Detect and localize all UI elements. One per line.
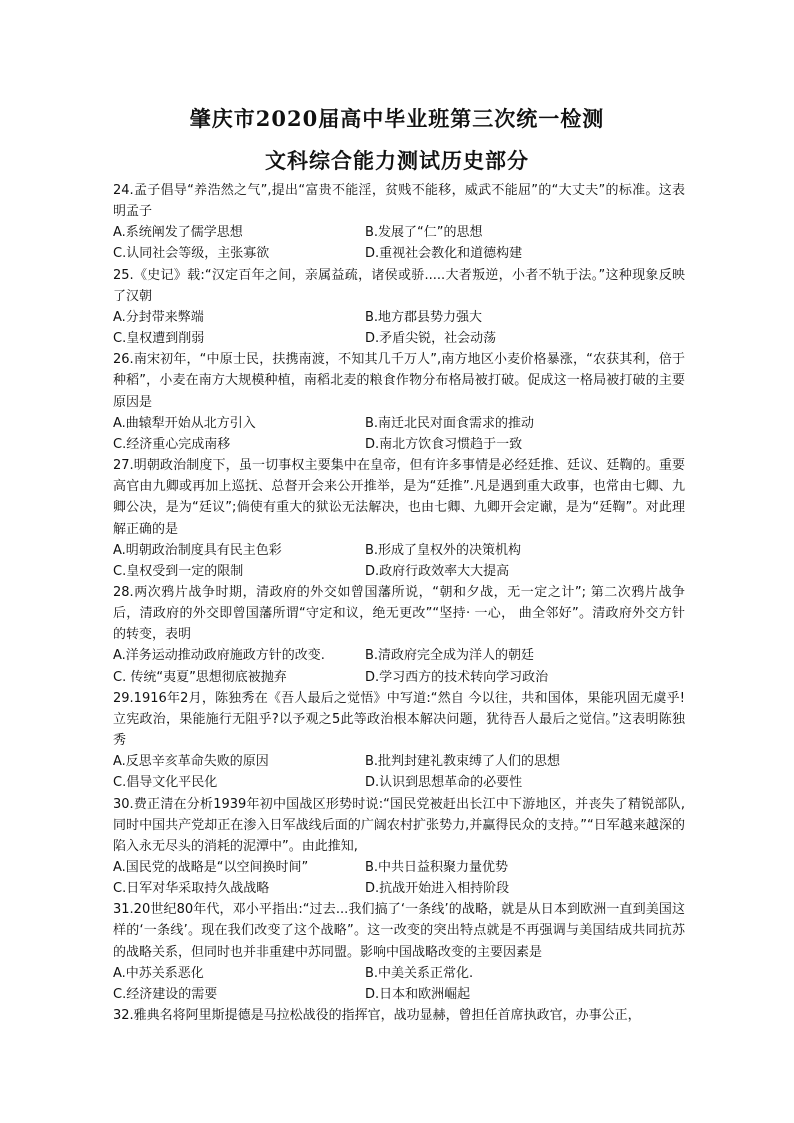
question-list [113,180,685,1026]
question-26 [113,349,685,455]
option-d[interactable]: D.政府行政效率大大提高 [365,563,510,579]
option-b[interactable]: B.形成了皇权外的决策机构 [365,542,522,558]
option-a[interactable]: A.国民党的战略是“以空间换时间” [113,860,309,875]
question-stem: 29.1916年2月，陈独秀在《吾人最后之觉悟》中写道:“然自 今以往，共和国体，果能巩固无虞乎!立宪政治，果能施行无阻乎?以予观之5此等政治根本解决问题，犹待吾人最后之觉信。”这表明陈独秀 [113,690,685,749]
exam-subtitle: 文科综合能力测试历史部分 [265,148,529,173]
option-b[interactable]: B.南迁北民对面食需求的推动 [365,415,535,431]
question-25 [113,265,685,350]
option-d[interactable]: D.抗战开始进入相持阶段 [365,881,510,897]
option-d[interactable]: D.学习西方的技术转向学习政治 [365,669,549,685]
question-30 [113,794,685,900]
question-31 [113,899,685,1005]
question-stem: 30.费正清在分析1939年初中国战区形势时说:“国民党被赶出长江中下游地区，并丧失了精锐部队,同时中国共产党却正在渗入日军战线后面的广阔农村扩张势力,并赢得民众的支持。”“日军越来越深的陷入永无尽头的消耗的泥潭中”。由此推知, [113,796,685,854]
option-c[interactable]: C.认同社会等级，主张寡欲 [113,246,270,262]
option-d[interactable]: D.重视社会教化和道德构建 [365,246,523,262]
option-c[interactable]: C. 传统“夷夏”思想彻底被抛弃 [113,669,287,685]
answer-options [113,857,685,899]
option-d[interactable]: D.矛盾尖锐，社会动荡 [365,331,497,347]
option-d[interactable]: D.认识到思想革命的必要性 [365,775,523,791]
option-b[interactable]: B.中美关系正常化. [365,965,474,981]
option-d[interactable]: D.南北方饮食习惯趋于一致 [365,436,523,452]
option-c[interactable]: C.经济重心完成南移 [113,436,231,452]
question-29 [113,688,685,794]
option-b[interactable]: B.中共日益积聚力量优势 [365,860,509,875]
answer-options [113,751,685,793]
question-stem: 27.明朝政治制度下，虽一切事权主要集中在皇帝，但有许多事情是必经廷推、廷议、廷鞫的。重要高官由九卿或再加上巡抚、总督开会来公开推举，是为“廷推”.凡是遇到重大政事，也常由七卿、九卿公决，是为“廷议”;倘使有重大的狱讼无法解决，也由七卿、九卿开会定谳，是为“廷鞫”。对此理解正确的是 [113,458,685,537]
option-a[interactable]: A.分封带来弊端 [113,309,204,325]
answer-options [113,222,685,264]
option-b[interactable]: B.批判封建礼教束缚了人们的思想 [365,754,561,770]
answer-options [113,645,685,687]
option-d[interactable]: D.日本和欧洲崛起 [365,986,471,1002]
option-a[interactable]: A.中苏关系恶化 [113,965,204,981]
answer-options [113,963,685,1005]
option-a[interactable]: A.洋务运动推动政府施政方针的改变. [113,648,325,664]
option-c[interactable]: C.皇权受到一定的限制 [113,563,244,579]
option-c[interactable]: C.日军对华采取持久战战略 [113,881,270,897]
option-c[interactable]: C.皇权遭到削弱 [113,331,205,347]
answer-options [113,540,685,582]
question-24 [113,180,685,265]
question-27 [113,455,685,582]
answer-options [113,413,685,455]
option-c[interactable]: C.经济建设的需要 [113,986,218,1002]
option-a[interactable]: A.系统阐发了儒学思想 [113,225,243,241]
question-stem: 25.《史记》载:“汉定百年之间，亲属益疏，诸侯或骄.....大者叛逆，小者不轨于法。”这种现象反映了汉朝 [113,267,685,304]
question-stem: 32.雅典名将阿里斯提德是马拉松战役的指挥官，战功显赫，曾担任首席执政官，办事公正， [113,1008,641,1024]
option-b[interactable]: B.清政府完全成为洋人的朝廷 [365,648,535,664]
question-stem: 26.南宋初年，“中原士民，扶携南渡，不知其几千万人”,南方地区小麦价格暴涨，“农获其利，倍于种稻”，小麦在南方大规模种植，南稻北麦的粮食作物分布格局被打破。促成这一格局被打破的主要原因是 [113,352,685,410]
option-a[interactable]: A.明朝政治制度具有民主色彩 [113,542,282,558]
question-32 [113,1005,685,1026]
option-a[interactable]: A.曲辕犁开始从北方引入 [113,415,256,431]
question-28 [113,582,685,688]
exam-title: 肇庆市2020届高中毕业班第三次统一检测 [189,106,605,131]
option-b[interactable]: B.地方郡县势力强大 [365,309,483,325]
option-a[interactable]: A.反思辛亥革命失败的原因 [113,754,269,770]
question-stem: 31.20世纪80年代，邓小平指出:“过去...我们搞了‘一条线’的战略，就是从日本到欧洲一直到美国这样的‘一条线’。现在我们改变了这个战略”。这一改变的突出特点就是不再强调与美国结成共同抗苏的战略关系，但同时也并非重建中苏同盟。影响中国战略改变的主要因素是 [113,902,685,960]
question-stem: 24.孟子倡导“养浩然之气”,提出“富贵不能淫，贫贱不能移，威武不能屈”的“大丈夫”的标准。这表明孟子 [113,183,685,220]
answer-options [113,307,685,349]
option-c[interactable]: C.倡导文化平民化 [113,775,218,791]
question-stem: 28.两次鸦片战争时期，清政府的外交如曾国藩所说，“朝和夕战，无一定之计”; 第二次鸦片战争后，清政府的外交即曾国藩所谓“守定和议，绝无更改”“坚持· 一心， 曲全邻好”。清政府外交方针的转变，表明 [113,584,685,643]
option-b[interactable]: B.发展了“仁”的思想 [365,225,483,241]
